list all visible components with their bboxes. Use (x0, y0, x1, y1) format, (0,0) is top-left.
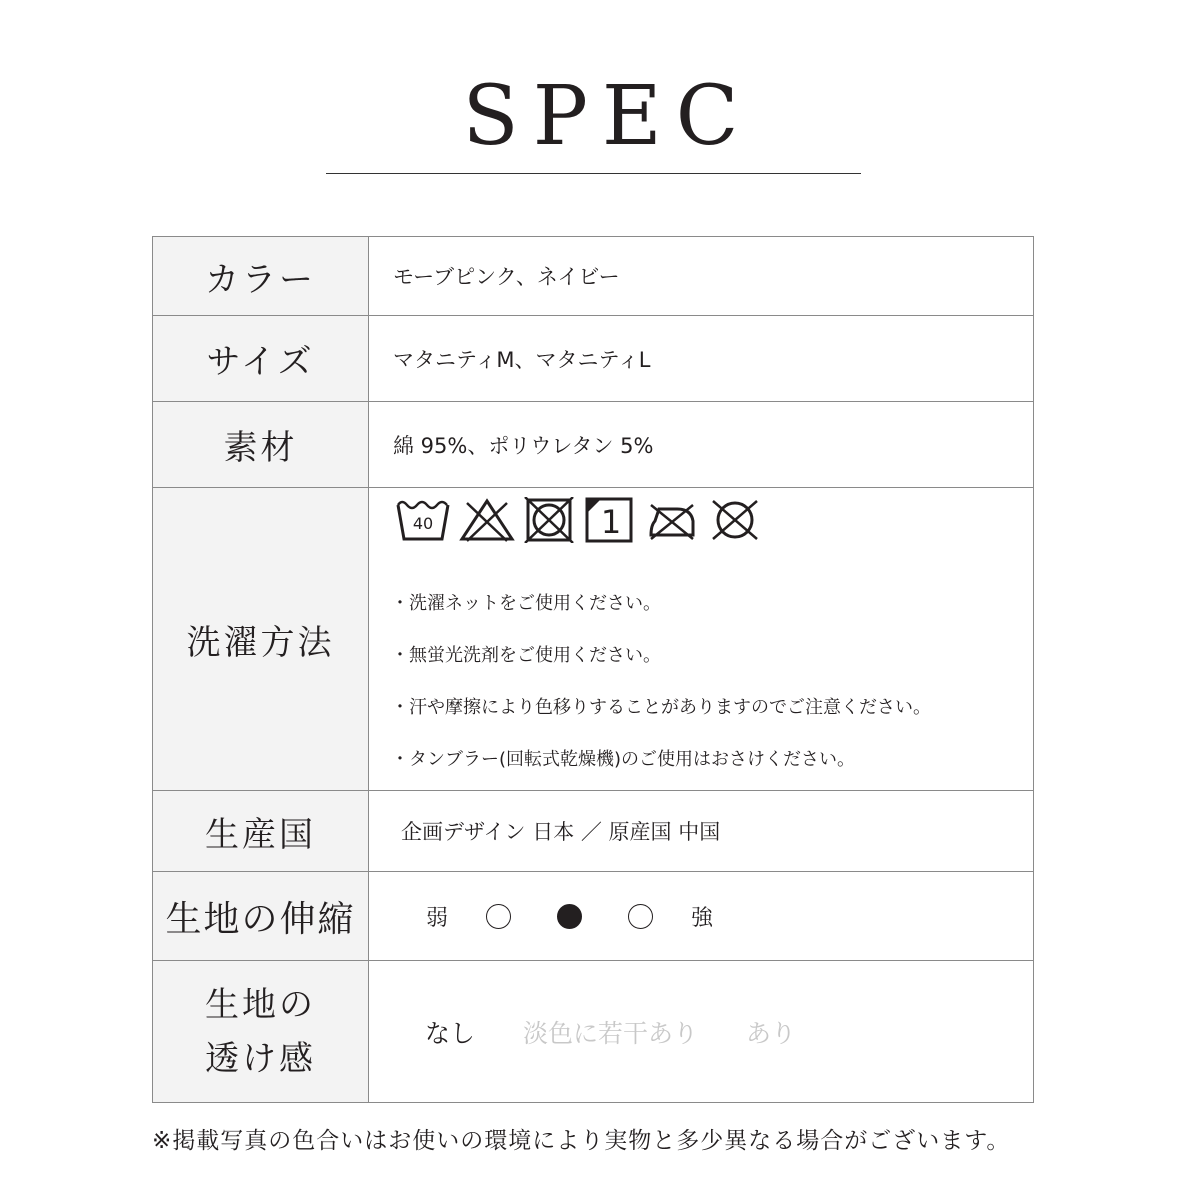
sheerness-label-line2: 透け感 (205, 1038, 316, 1079)
sheerness-label-line1: 生地の (205, 984, 316, 1025)
wash-40-icon (395, 497, 451, 543)
stretch-level-3-dot (628, 904, 653, 929)
no-iron-icon (643, 497, 699, 543)
spec-row-material (153, 402, 1034, 488)
sheerness-options (393, 1014, 1033, 1050)
size-label: サイズ (153, 316, 369, 402)
origin-value: 企画デザイン 日本 ／ 原産国 中国 (369, 791, 1034, 872)
spec-table (152, 236, 1034, 1103)
spec-row-color (153, 237, 1034, 316)
washing-note: ・無蛍光洗剤をご使用ください。 (391, 645, 661, 666)
sheerness-label (153, 961, 369, 1103)
washing-note: ・汗や摩擦により色移りすることがありますのでご注意ください。 (391, 697, 931, 718)
stretch-low-label: 弱 (425, 905, 448, 931)
washing-label: 洗濯方法 (153, 488, 369, 791)
sheerness-value (369, 961, 1034, 1103)
no-tumble-dry-icon (523, 497, 575, 543)
wash-temp-text: 40 (412, 514, 434, 533)
origin-label: 生産国 (153, 791, 369, 872)
stretch-value (369, 872, 1034, 961)
stretch-scale (411, 901, 1033, 932)
spec-row-sheerness (153, 961, 1034, 1103)
page-title: SPEC (462, 69, 753, 164)
no-dry-clean-icon (707, 497, 763, 543)
material-value: 綿 95%、ポリウレタン 5% (369, 402, 1034, 488)
sheerness-option-yes: あり (746, 1018, 797, 1048)
title-divider (326, 173, 861, 174)
color-label: カラー (153, 237, 369, 316)
washing-notes (391, 578, 1033, 786)
stretch-label: 生地の伸縮 (153, 872, 369, 961)
sheerness-option-none: なし (425, 1018, 476, 1048)
spec-row-size (153, 316, 1034, 402)
stretch-high-label: 強 (690, 905, 713, 931)
stretch-level-2-dot (557, 904, 582, 929)
spec-row-washing (153, 488, 1034, 791)
line-dry-mark: 1 (600, 503, 622, 541)
no-bleach-icon (459, 497, 515, 543)
color-value: モーブピンク、ネイビー (369, 237, 1034, 316)
material-label: 素材 (153, 402, 369, 488)
washing-value (369, 488, 1034, 791)
stretch-level-1-dot (486, 904, 511, 929)
size-value: マタニティM、マタニティL (369, 316, 1034, 402)
disclaimer-footnote: ※掲載写真の色合いはお使いの環境により実物と多少異なる場合がございます。 (152, 1128, 1011, 1154)
washing-note: ・タンブラー(回転式乾燥機)のご使用はおさけください。 (391, 749, 856, 770)
sheerness-option-slight: 淡色に若干あり (523, 1018, 699, 1048)
spec-row-stretch (153, 872, 1034, 961)
washing-note: ・洗濯ネットをご使用ください。 (391, 593, 661, 614)
line-dry-shade-icon (583, 496, 635, 544)
care-symbols (395, 496, 1033, 544)
spec-row-origin (153, 791, 1034, 872)
